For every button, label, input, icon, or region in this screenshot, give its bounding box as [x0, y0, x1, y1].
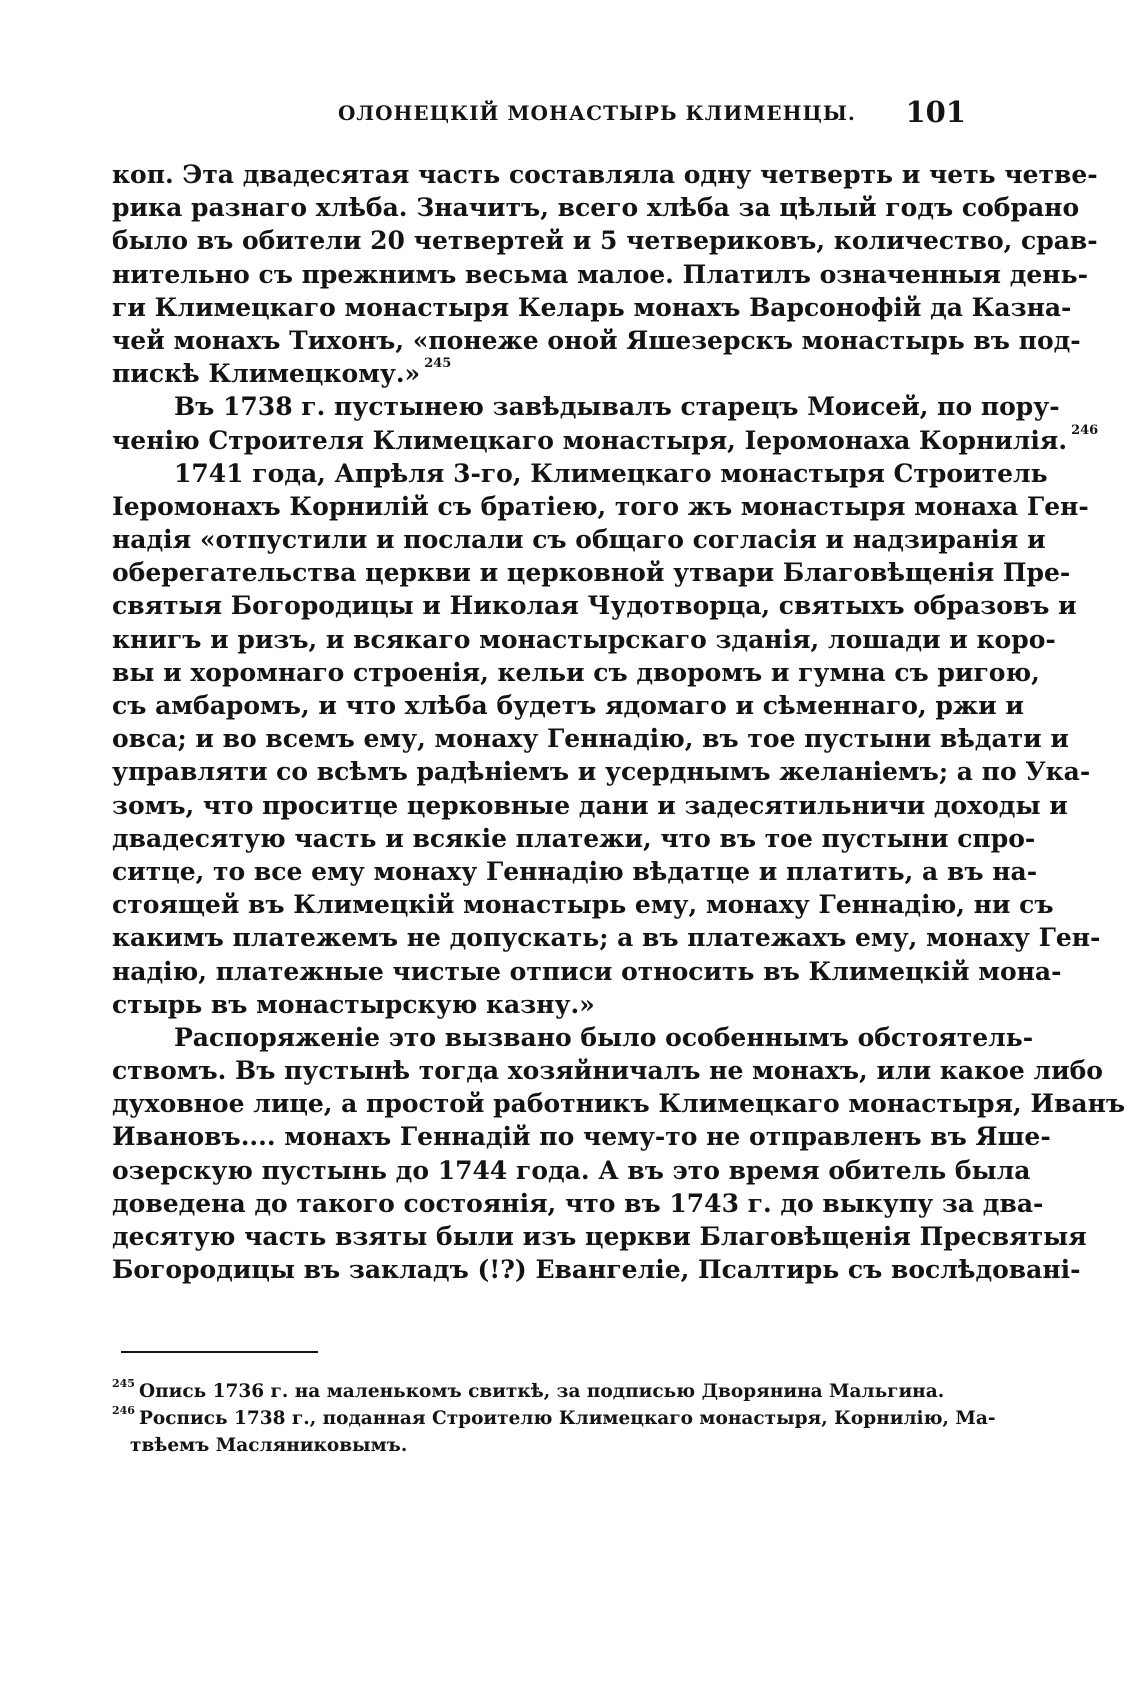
- text-line: съ амбаромъ, и что хлѣба будетъ ядомаго и сѣменнаго, ржи и: [112, 691, 1024, 720]
- footnote-text: Опись 1736 г. на маленькомъ свиткѣ, за подписью Дворянина Мальгина.: [138, 1381, 945, 1402]
- text-line: ствомъ. Въ пустынѣ тогда хозяйничалъ не монахъ, или какое либо: [112, 1056, 1103, 1086]
- text-line: вы и хоромнаго строенія, кельи съ дворомъ и гумна съ ригою,: [112, 657, 1040, 687]
- text-line: какимъ платежемъ не допускать; а въ платежахъ ему, монаху Ген-: [112, 923, 1101, 953]
- text-line: [112, 422, 1099, 457]
- text-line: управляти со всѣмъ радѣніемъ и усерднымъ желаніемъ; а по Ука-: [112, 757, 1091, 787]
- text-line: стоящей въ Климецкій монастырь ему, монаху Геннадію, ни съ: [112, 890, 1054, 920]
- page-number: 101: [905, 95, 966, 129]
- text-line: доведена до такого состоянія, что въ 1743 г. до выкупу за два-: [112, 1188, 1044, 1218]
- text-line: книгъ и ризъ, и всякаго монастырскаго зданія, лошади и коро-: [112, 624, 1056, 654]
- footnotes: [112, 1377, 996, 1459]
- footnote: [112, 1378, 966, 1405]
- text-line: ситце, то все ему монаху Геннадію вѣдатце и платить, а въ на-: [112, 856, 1038, 886]
- text-line: коп. Эта двадесятая часть составляла одну четверть и четь четве-: [112, 160, 1098, 189]
- text-line: овса; и во всемъ ему, монаху Геннадію, въ тое пустыни вѣдати и: [112, 724, 1069, 754]
- text-line: [112, 357, 966, 390]
- text-line: 1741 года, Апрѣля 3-го, Климецкаго монастыря Строитель: [174, 458, 1048, 488]
- text-line-content: ченію Строителя Климецкаго монастыря, Іеромонаха Корнилія.: [112, 425, 1068, 455]
- text-line-content: пискѣ Климецкому.»: [112, 359, 421, 389]
- text-line: надія «отпустили и послали съ общаго согласія и надзиранія и: [112, 525, 1046, 555]
- footnote-continuation: твѣемъ Масляниковымъ.: [130, 1435, 408, 1456]
- body-text: [112, 158, 1126, 1286]
- text-line: Богородицы въ закладъ (!?) Евангеліе, Псалтирь съ вослѣдовані-: [112, 1255, 1081, 1285]
- text-line: чей монахъ Тихонъ, «понеже оной Яшезерскъ монастырь въ под-: [112, 325, 1081, 355]
- text-line: рика разнаго хлѣба. Значитъ, всего хлѣба за цѣлый годъ собрано: [112, 193, 1080, 223]
- text-line: зомъ, что проситце церковные дани и задесятильничи доходы и: [112, 790, 1068, 820]
- text-line: надію, платежные чистые отписи относить въ Климецкій мона-: [112, 956, 1062, 986]
- footnote: [112, 1404, 996, 1432]
- text-line: десятую часть взяты были изъ церкви Благовѣщенія Пресвятыя: [112, 1222, 1087, 1251]
- text-line: Іеромонахъ Корнилій съ братіею, того жъ монастыря монаха Ген-: [112, 491, 1089, 521]
- text-line: двадесятую часть и всякіе платежи, что въ тое пустыни спро-: [112, 823, 1036, 853]
- text-line: оберегательства церкви и церковной утвари Благовѣщенія Пре-: [112, 558, 1071, 588]
- text-line: Ивановъ.... монахъ Геннадій по чему-то не отправленъ въ Яше-: [112, 1122, 1051, 1152]
- text-line: нительно съ прежнимъ весьма малое. Платилъ означенныя день-: [112, 259, 1088, 289]
- footnote-text: Роспись 1738 г., поданная Строителю Климецкаго монастыря, Корнилію, Ма-: [138, 1408, 996, 1429]
- text-line: стырь въ монастырскую казну.»: [112, 989, 595, 1019]
- footnote-ref: 245: [424, 356, 452, 372]
- footnote-ref: 246: [1071, 422, 1099, 438]
- text-line: озерскую пустынь до 1744 года. А въ это время обитель была: [112, 1155, 1031, 1185]
- text-line: было въ обители 20 четвертей и 5 четвериковъ, количество, срав-: [112, 226, 1098, 256]
- footnote-divider: [121, 1351, 318, 1353]
- text-line: Въ 1738 г. пустынею завѣдывалъ старецъ Моисей, по пору-: [174, 392, 1060, 422]
- text-line: Распоряженіе это вызвано было особеннымъ обстоятель-: [174, 1022, 1034, 1052]
- page-header: [112, 95, 966, 135]
- running-title: ОЛОНЕЦКІЙ МОНАСТЫРЬ КЛИМЕНЦЫ.: [338, 101, 856, 125]
- footnote-mark: 246: [112, 1404, 135, 1417]
- text-line: ги Климецкаго монастыря Келарь монахъ Варсонофій да Казна-: [112, 292, 1072, 322]
- text-line: духовное лице, а простой работникъ Климецкаго монастыря, Иванъ: [112, 1089, 1126, 1119]
- footnote-mark: 245: [112, 1377, 135, 1390]
- text-line: святыя Богородицы и Николая Чудотворца, святыхъ образовъ и: [112, 591, 1077, 621]
